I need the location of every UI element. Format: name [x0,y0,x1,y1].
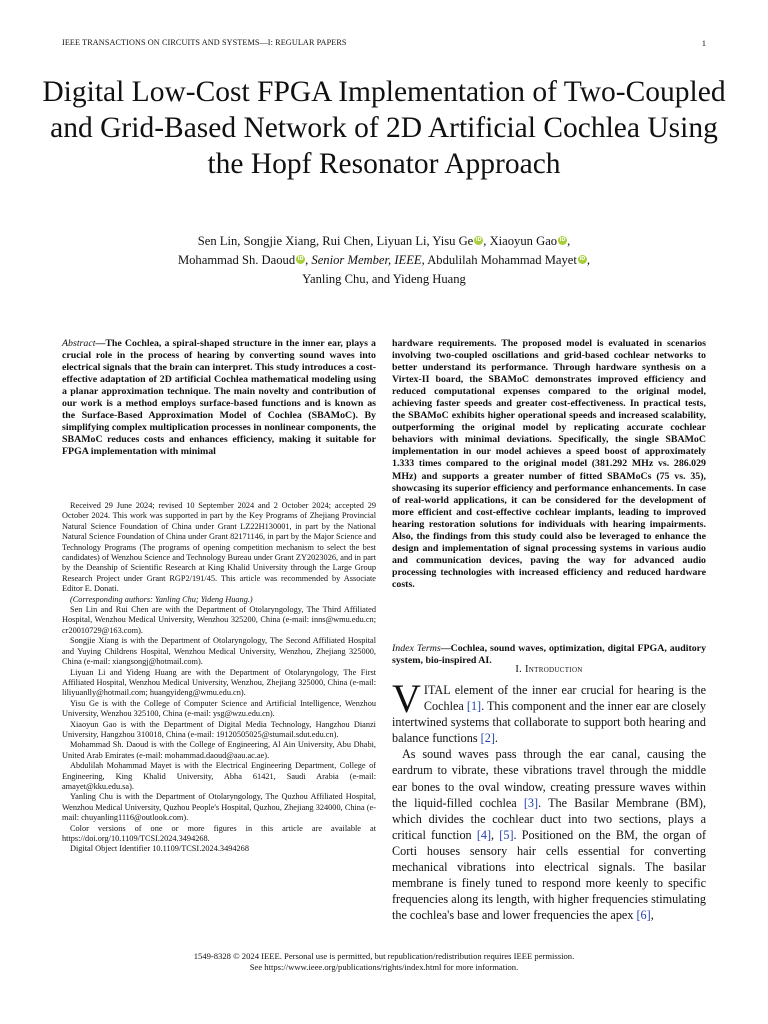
orcid-icon[interactable]: iD [297,256,304,262]
citation-link[interactable]: [3] [523,795,539,810]
abstract-text: The Cochlea, a spiral-shaped structure in the inner ear, plays a crucial role in the process of hearing by converting sound waves into electrical signals that the brain can interpret. This study introduces a cost-effective adaptation of 2D artificial Cochlea mathematical modeling using a planar approximation technique. The main novelty and contribution of our work is a method employs surface-based functions and is known as the Surface-Based Approximation Model of Cochlea (SBAMoC). By simplifying complex multiplication processes in nonlinear components, the SBAMoC reduces costs and enhances efficiency, making it suitable for FPGA implementation with minimal [62,338,376,458]
paper-title: Digital Low-Cost FPGA Implementation of Two-Coupled and Grid-Based Network of 2D Artificial Cochlea Using the Hopf Resonator Approach [42,76,726,180]
drop-cap: V [392,676,421,721]
page-number: 1 [701,38,706,48]
abstract-left: Abstract—The Cochlea, a spiral-shaped structure in the inner ear, plays a crucial role in the process of hearing by converting sound waves into electrical signals that the brain can interpret. This study introduces a cost-effective adaptation of 2D artificial Cochlea mathematical modeling using a planar approximation technique. The main novelty and contribution of our work is a method employs surface-based functions and is known as the Surface-Based Approximation Model of Cochlea (SBAMoC). By simplifying complex multiplication processes in nonlinear components, the SBAMoC reduces costs and enhances efficiency, making it suitable for FPGA implementation with minimal [62,338,376,458]
footnote-affiliation: Liyuan Li and Yideng Huang are with the Department of Otolaryngology, The First Affiliated Hospital, Wenzhou Medical University, Wenzhou, Zhejiang 325000, China (e-mail: liliyuanlly@hotmail.com; huangyideng@wmu.edu.cn). [62,667,376,698]
footnote-affiliation: Xiaoyun Gao is with the Department of Digital Media Technology, Hangzhou Dianzi University, Hangzhou 310018, China (e-mail: 19120505025@stumail.sdut.edu.cn). [62,719,376,739]
footnote-affiliation: Songjie Xiang is with the Department of Otolaryngology, The Second Affiliated Hospital and Yuying Childrens Hospital, Wenzhou Medical University, Wenzhou, Zhejiang 325000, China (e-mail: xiangsongj@hotmail.com). [62,636,376,667]
orcid-icon[interactable]: iD [559,237,566,243]
citation-link[interactable]: [4] [476,827,492,842]
author-line-2: Mohammad Sh. Daoud iD , Senior Member, IEEE, Abdulilah Mohammad Mayet iD , [177,253,591,267]
citation-link[interactable]: [5] [499,827,514,842]
running-header: IEEE TRANSACTIONS ON CIRCUITS AND SYSTEMS—I: REGULAR PAPERS [62,38,347,47]
author-list [62,232,706,289]
membership-grade: Senior Member, IEEE [311,253,422,267]
intro-paragraph-2: As sound waves pass through the ear canal, causing the eardrum to vibrate, these vibrations travel through the middle ear bones to the oval window, creating pressure waves within the liquid-filled cochlea [3]. The Basilar Membrane (BM), which divides the cochlear duct into two sections, plays a critical function [4], [5]. Positioned on the BM, the organ of Corti houses sensory hair cells essential for converting mechanical vibrations into electrical signals. The basilar membrane is finely tuned to respond more keenly to specific frequencies along its length, with higher frequencies stimulating the cochlea's base and lower frequencies the apex [6], [392,747,707,923]
footnote-doi: Digital Object Identifier 10.1109/TCSI.2024.3494268 [70,844,249,854]
orcid-icon[interactable]: iD [475,237,482,243]
footnote-affiliation: Mohammad Sh. Daoud is with the College of Engineering, Al Ain University, Abu Dhabi, United Arab Emirates (e-mail: mohammad.daoud@aau.ac.ae). [62,740,376,760]
footnote-affiliation: Yanling Chu is with the Department of Otolaryngology, The Quzhou Affiliated Hospital, Wenzhou Medical University, Quzhou People's Hospital, Quzhou, Zhejiang 324000, China (e-mail: chuyanling1116@outlook.com). [62,792,376,823]
rights-line: See https://www.ieee.org/publications/rights/index.html for more information. [249,962,519,972]
footnote-received: Received 29 June 2024; revised 10 September 2024 and 2 October 2024; accepted 29 October 2024. This work was supported in part by the Key Programs of Zhejiang Provincial Natural Science Foundation of China under Grant LZ22H130001, in part by the National Natural Science Foundation of China under Grant 82171146, in part by the Major Science and Technology Programs (The programs of opening competition mechanism to select the best candidates) of Wenzhou Science and Technology Bureau under Grant ZY2023026, and in part by the Deanship of Scientific Research at King Khalid University through the Large Group Research Project under Grant RGP2/191/45. This article was recommended by Associate Editor E. Donati. [62,501,376,594]
footnote-affiliation: Sen Lin and Rui Chen are with the Department of Otolaryngology, The Third Affiliated Hospital, Wenzhou Medical University, Wenzhou 325200, China (e-mail: inns@wmu.edu.cn; cr20010729@163.com). [62,605,376,635]
author-line-1: Sen Lin, Songjie Xiang, Rui Chen, Liyuan Li, Yisu Ge iD , Xiaoyun Gao iD , [197,234,571,248]
copyright-line: 1549-8328 © 2024 IEEE. Personal use is permitted, but republication/redistribution requires IEEE permission. [193,951,575,961]
orcid-icon[interactable]: iD [579,256,586,262]
index-terms-text: Cochlea, sound waves, optimization, digital FPGA, auditory system, bio-inspired AI. [392,643,707,667]
section-heading: I. Introduction [515,664,583,675]
footnote-color-versions: Color versions of one or more figures in this article are available at https://doi.org/10.1109/TCSI.2024.3494268. [62,823,376,843]
footnote-corresponding: (Corresponding authors: Yanling Chu; Yideng Huang.) [70,594,253,604]
abstract-right: hardware requirements. The proposed model is evaluated in scenarios involving two-coupled oscillations and grid-based cochlear networks to better understand its performance. Through hardware synthesis on a Virtex-II board, the SBAMoC demonstrates improved efficiency and reduced computational expenses compared to the original model, achieving faster speeds and greater cost-effectiveness. In practical tests, the SBAMoC exhibits higher operational speeds and increased scalability, outperforming the original model by replicating accurate cochlear behaviors with minimal deviations. Specifically, the single SBAMoC implementation in our model achieves a speed boost of approximately 1.333 times compared to the original model (381.292 MHz vs. 286.029 MHz) and supports a greater number of fitted SBAMoCs (75 vs. 35), showcasing its superior efficiency and performance enhancements. In case of real-world applications, it can be considered for the development of more efficient and cost-effective cochlear implants, leading to improved hearing restoration solutions for individuals with hearing impairments. Also, the findings from this study could also be leveraged to enhance the design and implementation of signal processing systems in various audio and communication devices, paving the way for advanced audio processing technologies with increased efficiency and reduced hardware costs. [392,338,706,590]
index-terms-label: Index Terms [392,643,441,654]
citation-link[interactable]: [2] [480,731,495,746]
index-terms: Index Terms—Cochlea, sound waves, optimization, digital FPGA, auditory system, bio-inspired AI. [392,643,707,667]
footnote-affiliation: Abdulilah Mohammad Mayet is with the Electrical Engineering Department, College of Engineering, King Khalid University, Abha 61421, Saudi Arabia (e-mail: amayet@kku.edu.sa). [62,761,376,791]
abstract-label: Abstract [62,338,96,349]
intro-paragraph-1: VITAL element of the inner ear crucial for hearing is the Cochlea [1]. This component and the inner ear are closely intertwined systems that collaborate to support both hearing and balance functions [2]. [392,676,707,746]
footnote-affiliation: Yisu Ge is with the College of Computer Science and Artificial Intelligence, Wenzhou University, Wenzhou 325100, China (e-mail: ysg@wzu.edu.cn). [62,698,376,719]
author-line-3: Yanling Chu, and Yideng Huang [302,272,466,286]
citation-link[interactable]: [6] [636,908,651,923]
copyright-footer [62,951,706,973]
introduction-body [392,676,707,923]
footnotes [62,501,376,855]
citation-link[interactable]: [1] [466,699,482,714]
